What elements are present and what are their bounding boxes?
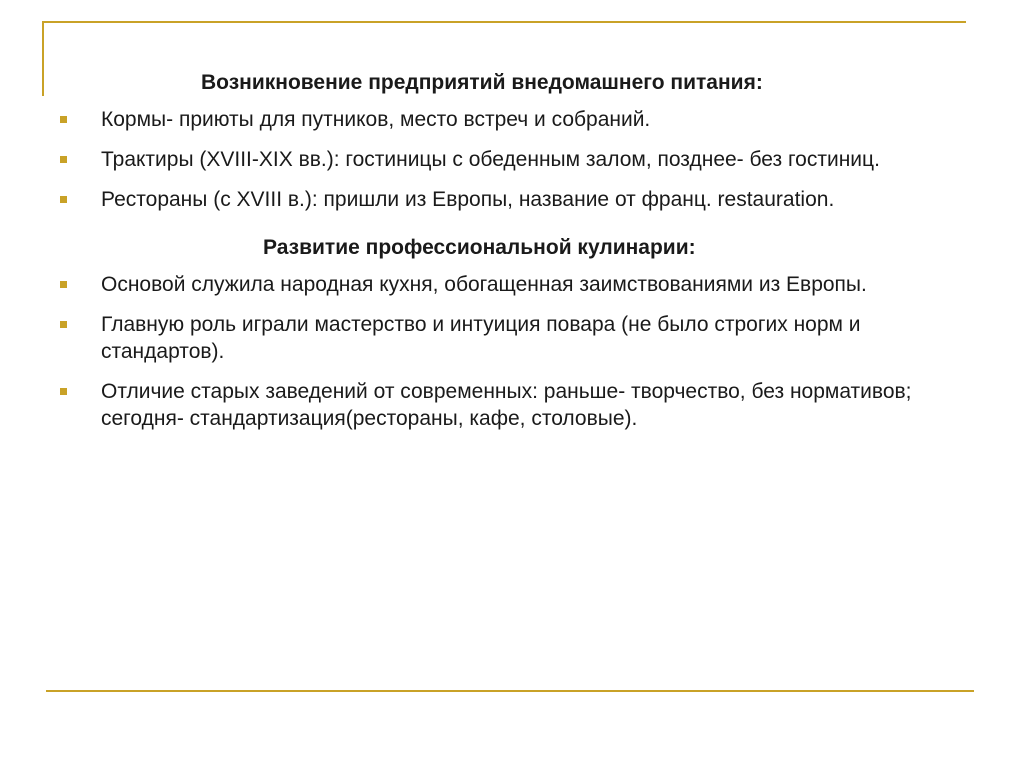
square-bullet-icon <box>60 321 67 328</box>
list-item-text: Основой служила народная кухня, обогащенная заимствованиями из Европы. <box>101 273 867 296</box>
square-bullet-icon <box>60 196 67 203</box>
list-item-text: Отличие старых заведений от современных: раньше- творчество, без нормативов; сегодня- стандартизация(рестораны, кафе, столовые). <box>101 380 912 430</box>
square-bullet-icon <box>60 116 67 123</box>
list-item-text: Кормы- приюты для путников, место встреч и собраний. <box>101 108 651 131</box>
slide-content <box>58 68 958 445</box>
origins-list <box>58 106 958 213</box>
section-heading-cuisine: Развитие профессиональной кулинарии: <box>263 236 696 259</box>
top-rule <box>42 21 966 23</box>
cuisine-list <box>58 271 958 432</box>
list-item <box>58 311 958 365</box>
square-bullet-icon <box>60 281 67 288</box>
list-item-text: Трактиры (XVIII-XIX вв.): гостиницы с обеденным залом, позднее- без гостиниц. <box>101 148 880 171</box>
list-item <box>58 378 958 432</box>
square-bullet-icon <box>60 156 67 163</box>
square-bullet-icon <box>60 388 67 395</box>
list-item <box>58 186 958 213</box>
list-item <box>58 146 958 173</box>
list-item <box>58 271 958 298</box>
bottom-rule <box>46 690 974 692</box>
list-item-text: Рестораны (с XVIII в.): пришли из Европы, название от франц. restauration. <box>101 188 835 211</box>
list-item <box>58 106 958 133</box>
left-rule <box>42 21 44 96</box>
list-item-text: Главную роль играли мастерство и интуиция повара (не было строгих норм и стандартов). <box>101 313 861 363</box>
section-heading-origins: Возникновение предприятий внедомашнего питания: <box>201 71 763 94</box>
